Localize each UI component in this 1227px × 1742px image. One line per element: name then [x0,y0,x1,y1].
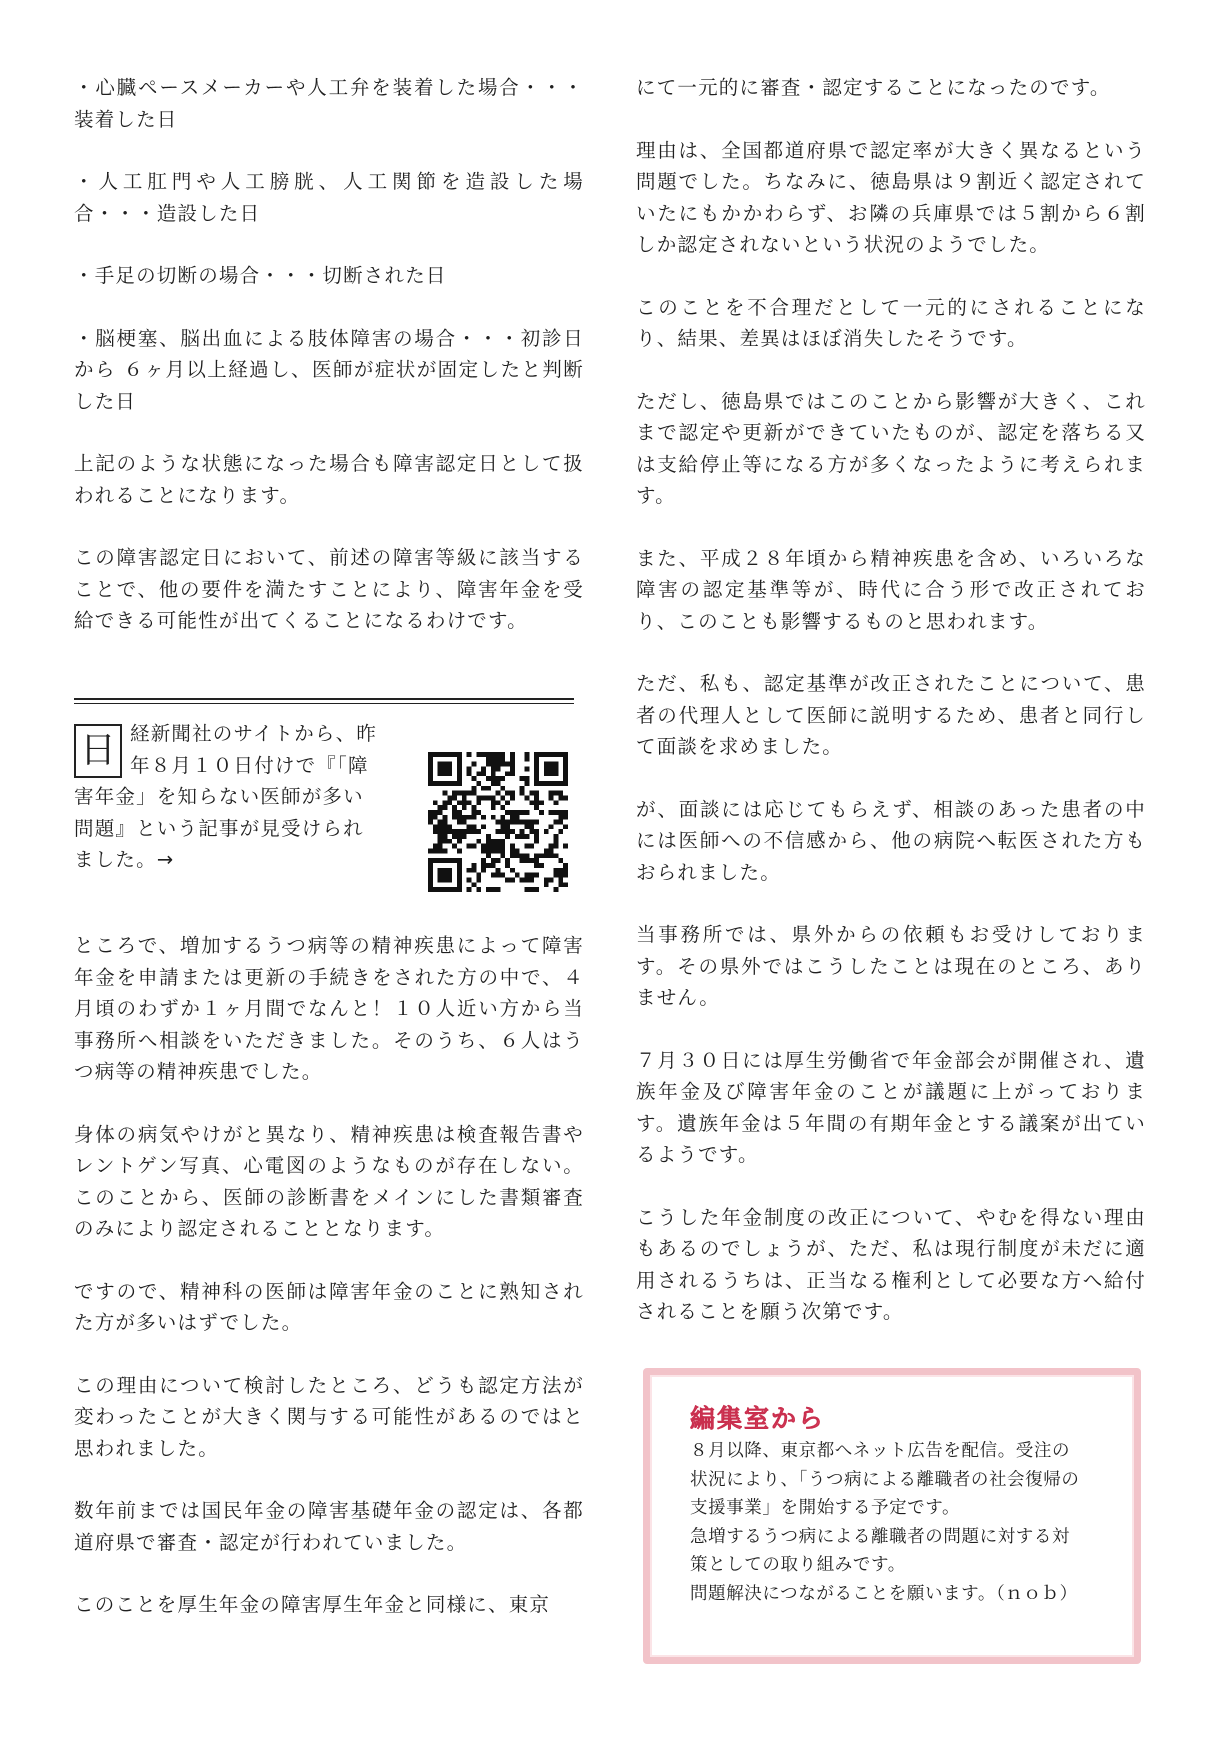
paragraph-unification: このことを不合理だとして一元的にされることになり、結果、差異はほぼ消失したそうです。 [636,295,1146,350]
editor-note-line: 問題解決につながることを願います。（ｎｏｂ） [690,1583,1078,1604]
dropcap: 日 [74,724,122,778]
article-line: 経新聞社のサイトから、昨 [130,722,378,745]
qr-code-icon[interactable] [428,752,568,892]
paragraph-consultations: ところで、増加するうつ病等の精神疾患によって障害年金を申請または更新の手続きをされた方の中で、４月頃のわずか１ヶ月間でなんと！１０人近い方から当事務所へ相談をいただきました。そのうち、６人はうつ病等の精神疾患でした。 [74,934,584,1083]
paragraph-artificial-organs: ・人工肛門や人工膀胱、人工関節を造設した場合・・・造設した日 [74,170,584,225]
paragraph-tokyo: このことを厚生年金の障害厚生年金と同様に、東京 [74,1593,551,1616]
paragraph-prefectures: 数年前までは国民年金の障害基礎年金の認定は、各都道府県で審査・認定が行われていました。 [74,1499,584,1554]
paragraph-out-of-prefecture: 当事務所では、県外からの依頼もお受けしております。その県外ではこうしたことは現在のところ、ありません。 [636,923,1146,1009]
paragraph-centralized: にて一元的に審査・認定することになったのです。 [636,76,1111,99]
paragraph-closing: こうした年金制度の改正について、やむを得ない理由もあるのでしょうが、ただ、私は現行制度が未だに適用されるうちは、正当なる権利として必要な方へ給付されることを願う次第です。 [636,1205,1146,1323]
left-column-lower [74,930,584,1652]
article-reference [74,718,584,908]
paragraph-reason: この理由について検討したところ、どうも認定方法が変わったことが大きく関与する可能性があるのではと思われました。 [74,1373,584,1460]
article-line: 年８月１０日付けで『「障 [130,753,369,777]
paragraph-criteria-revision: また、平成２８年頃から精神疾患を含め、いろいろな障害の認定基準等が、時代に合う形で改正されており、このことも影響するものと思われます。 [636,546,1146,633]
paragraph-tokushima-impact: ただし、徳島県ではこのことから影響が大きく、これまで認定や更新ができていたものが、認定を落ちる又は支給停止等になる方が多くなったように考えられます。 [636,389,1146,507]
editor-note-box [643,1368,1141,1664]
editor-note-line: 状況により、「うつ病による離職者の社会復帰の [690,1469,1080,1490]
paragraph-pension-committee: ７月３０日には厚生労働省で年金部会が開催され、遺族年金及び障害年金のことが議題に上がっております。遺族年金は５年間の有期年金とする議案が出ているようです。 [636,1048,1146,1166]
article-line: 害年金」を知らない医師が多い [74,785,364,808]
editor-note-body [690,1437,1110,1608]
editor-note-line: 支援事業」を開始する予定です。 [690,1498,961,1518]
paragraph-mental-illness: 身体の病気やけがと異なり、精神疾患は検査報告書やレントゲン写真、心電図のようなものが存在しない。このことから、医師の診断書をメインにした書類審査のみにより認定されることとなります。 [74,1122,584,1240]
editor-note-title: 編集室から [690,1405,826,1433]
paragraph-psychiatrists: ですので、精神科の医師は障害年金のことに熟知された方が多いはずでした。 [74,1279,584,1334]
paragraph-interview-request: ただ、私も、認定基準が改正されたことについて、患者の代理人として医師に説明するため、患者と同行して面談を求めました。 [636,672,1146,758]
paragraph-recognition-date: 上記のような状態になった場合も障害認定日として扱われることになります。 [74,452,584,507]
editor-note-line: 急増するうつ病による離職者の問題に対する対 [690,1526,1071,1547]
paragraph-eligibility: この障害認定日において、前述の障害等級に該当することで、他の要件を満たすことにより、障害年金を受給できる可能性が出てくることになるわけです。 [74,546,584,632]
paragraph-pacemaker: ・心臓ペースメーカーや人工弁を装着した場合・・・装着した日 [74,76,584,131]
section-divider [74,698,574,704]
left-column [74,72,584,668]
editor-note-line: ８月以降、東京都へネット広告を配信。受注の [690,1441,1071,1461]
article-line: 問題』という記事が見受けられ [74,816,364,840]
article-line: ました。→ [74,848,175,871]
right-column [636,72,1146,1359]
paragraph-interview-refused: が、面談には応じてもらえず、相談のあった患者の中には医師への不信感から、他の病院へ転医された方もおられました。 [636,797,1146,884]
editor-note-line: 策としての取り組みです。 [690,1555,906,1575]
paragraph-amputation: ・手足の切断の場合・・・切断された日 [74,264,447,287]
article-text [74,718,414,876]
paragraph-approval-rates: 理由は、全国都道府県で認定率が大きく異なるという問題でした。ちなみに、徳島県は９割近く認定されていたにもかかわらず、お隣の兵庫県では５割から６割しか認定されないという状況のようでした。 [636,138,1146,256]
paragraph-stroke: ・脳梗塞、脳出血による肢体障害の場合・・・初診日から ６ヶ月以上経過し、医師が症状が固定したと判断した日 [74,326,584,413]
